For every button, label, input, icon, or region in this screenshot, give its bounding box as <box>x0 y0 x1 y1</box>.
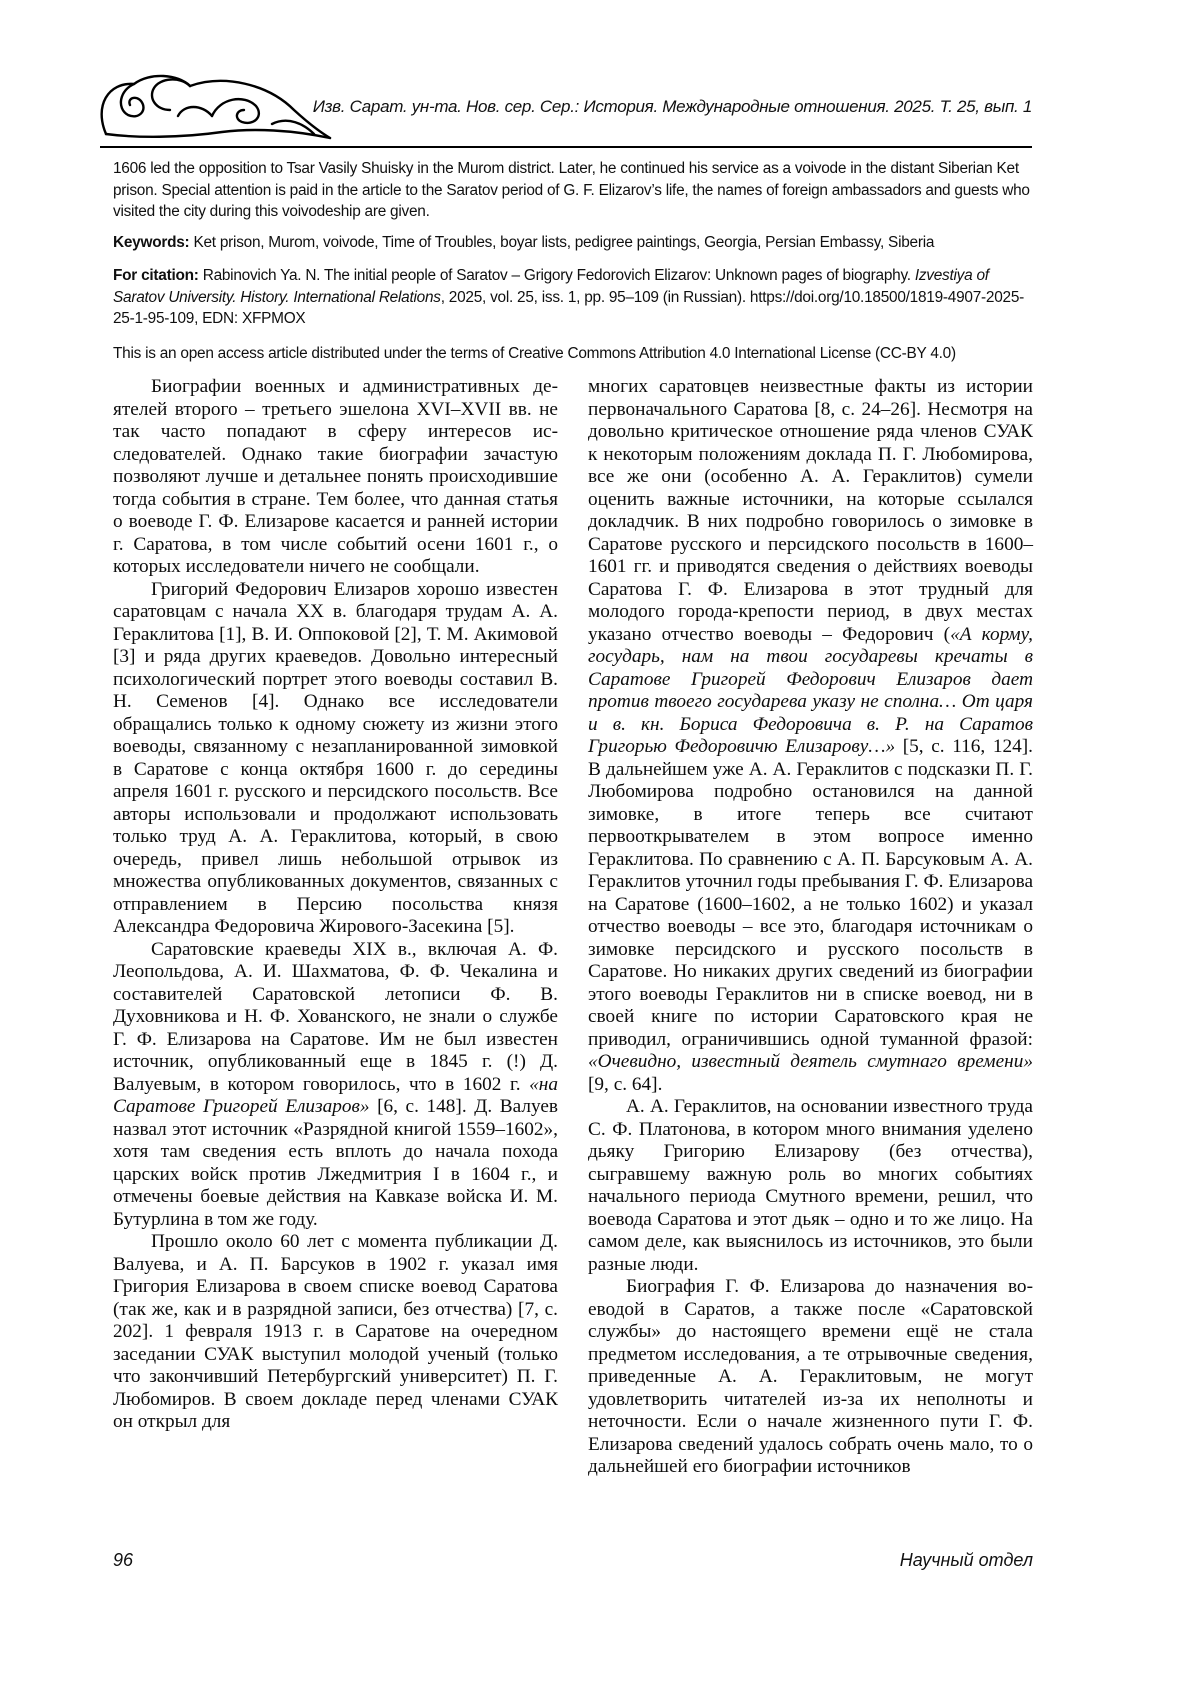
text-run: А. А. Гераклитов, на основании известного труда С. Ф. Платонова, в котором много внимания уделено дьяку Григорию Елизарову (без отчества), сыгравшему важную роль во многих событиях начального периода Смутного времени, решил, что воевода Саратова и этот дьяк – одно и то же лицо. На самом деле, как выяснилось из источников, это были разные люди. <box>588 1096 1033 1275</box>
header-divider <box>100 146 1032 148</box>
citation-label: For citation: <box>113 267 199 284</box>
text-run: Прошло около 60 лет с момента публикации Д. Валуева, и А. П. Барсуков в 1902 г. указал имя Григория Елизарова в своем списке воевод Саратова (так же, как и в разрядной записи, без отчества) [7, с. 202]. 1 февраля 1913 г. в Саратове на очередном заседании СУАК выступил молодой ученый (только что закончивший Петербургский университет) П. Г. Любомиров. В своем докладе перед членами СУАК он открыл для <box>113 1231 558 1432</box>
body-paragraph <box>113 939 558 1232</box>
body-paragraph <box>588 1276 1033 1479</box>
citation-authors-title: Rabinovich Ya. N. The initial people of Saratov – Grigory Fedorovich Elizarov: Unknown pages of biography. <box>198 267 915 284</box>
text-run: «Очевидно, известный деятель смутнаго времени» <box>588 1051 1033 1072</box>
keywords-label: Keywords: <box>113 233 190 251</box>
citation-volume-doi: , 2025, vol. 25, iss. 1, pp. 95–109 (in Russian). https://doi.org/10.18500/1819-4907-2025-25-1-95-109, EDN: XFPMOX <box>113 288 1025 327</box>
citation-line <box>113 265 1033 330</box>
body-paragraph <box>113 376 558 579</box>
text-run: Биографии военных и административных деятелей второго – третьего эшелона XVI–XVII вв. не так часто попадают в сферу интересов исследователей. Однако такие биографии зачастую позволяют лучше и детальнее понять происходившие тогда события в стране. Тем более, что данная статья о воеводе Г. Ф. Елизарове касается и ранней истории г. Саратова, в том числе событий осени 1601 г., о которых исследователи ничего не сообщали. <box>113 376 558 577</box>
body-paragraph <box>113 1231 558 1434</box>
keywords-text: Ket prison, Murom, voivode, Time of Troubles, boyar lists, pedigree paintings, Georgia, Persian Embassy, Siberia <box>189 233 935 251</box>
text-run: многих саратовцев неизвестные факты из истории первоначального Саратова [8, с. 24–26]. Несмотря на довольно критическое отношение ряда членов СУАК к некоторым положениям доклада П. Г. Любомирова, все же они (особенно А. А. Гераклитов) сумели оценить важные источники, на которые ссылался докладчик. В них подробно говорилось о зимовке в Саратове русского и персидского посольств в 1600–1601 гг. и приводятся сведения о действиях воеводы Саратова Г. Ф. Елизарова в этот трудный для молодого города-крепости период, в двух местах указано отчество воеводы – Федорович ( <box>588 376 1033 645</box>
article-body <box>113 376 1033 1479</box>
page-number: 96 <box>113 1550 134 1570</box>
text-run: [6, с. 148]. Д. Валуев назвал этот источник «Разрядной книгой 1559–1602», хотя там сведения есть вплоть до начала похода царских войск против Лжедмитрия I в 1604 г., и отмечены боевые действия на Кавказе войска И. М. Бутурлина в том же году. <box>113 1096 558 1230</box>
text-run: [9, с. 64]. <box>588 1073 663 1095</box>
body-paragraph <box>588 376 1033 1096</box>
license-line: This is an open access article distributed under the terms of Creative Commons Attribution 4.0 International License (CC-BY 4.0) <box>113 344 956 362</box>
text-run: [5, с. 116, 124]. В дальнейшем уже А. А. Гераклитов с подсказки П. Г. Любомирова подробно остановился на данной зимовке, в итоге теперь все считают первооткрывателем в этом вопросе именно Гераклитова. По сравнению с А. П. Барсуковым А. А. Гераклитов уточнил годы пребывания Г. Ф. Елизарова на Саратове (1600–1602, а не только 1602) и указал отчество воеводы – все это, благодаря источникам о зимовке персидского и русского посольств в Саратове. Но никаких других сведений из биографии этого воеводы Гераклитов ни в списке воевод, ни в своей книге по истории Саратовского края не приводил, ограничившись одной туманной фразой: <box>588 736 1033 1050</box>
citation-journal-title: Izvestiya of Saratov University. History. International Relations <box>113 267 989 306</box>
abstract-block <box>113 158 1033 364</box>
text-run: Биография Г. Ф. Елизарова до назначения воеводой в Саратов, а также после «Саратовской службы» до настоящего времени ещё не стала предметом исследования, а те отрывочные сведения, приведенные А. А. Гераклитовым, не могут удовлетворить читателей из-за их неполноты и неточности. Если о начале жизненного пути Г. Ф. Елизарова сведений удалось собрать очень мало, то о дальнейшей его биографии источников <box>588 1276 1033 1477</box>
journal-header-line: Изв. Сарат. ун-та. Нов. сер. Сер.: История. Международные отношения. 2025. Т. 25, вып. 1 <box>312 97 1032 116</box>
left-column <box>113 376 558 1479</box>
text-run: «А корму, государь, нам на твои государевы кречаты в Саратове Григорей Федорович Елизаров дает против твоего государева указу не сполна… От царя и в. кн. Бориса Федоровича в. Р. на Саратов Григорью Федоровичю Елизарову…» <box>588 623 1033 757</box>
text-run: «на Саратове Григорей Елизаров» <box>113 1073 558 1117</box>
footer-section-label: Научный отдел <box>899 1550 1033 1570</box>
keywords-line <box>113 232 1033 254</box>
right-column <box>588 376 1033 1479</box>
abstract-text: 1606 led the opposition to Tsar Vasily Shuisky in the Murom district. Later, he continued his service as a voivode in the distant Siberian Ket prison. Special attention is paid in the article to the Saratov period of G. F. Elizarov’s life, the names of foreign ambassadors and guests who visited the city during this voivodeship are given. <box>113 160 1030 220</box>
text-run: Григорий Федорович Елизаров хорошо известен саратовцам с начала XX в. благодаря трудам А. А. Гераклитова [1], В. И. Оппоковой [2], Т. М. Акимовой [3] и ряда других краеведов. Довольно интересный психологический портрет этого воеводы составил В. Н. Семенов [4]. Однако все исследователи обращались только к одному сюжету из жизни этого воеводы, связанному с незапланированной зимовкой в Саратове с конца октября 1600 г. до середины апреля 1601 г. русского и персидского посольств. Все авторы использовали и продолжают использовать только труд А. А. Гераклитова, который, в свою очередь, привел лишь небольшой отрывок из множества опубликованных документов, связанных с отправлением в Персию посольства князя Александра Федоровича Жирового-Засекина [5]. <box>113 578 558 937</box>
body-paragraph <box>588 1096 1033 1276</box>
page-footer <box>113 1549 1033 1571</box>
body-paragraph <box>113 579 558 939</box>
text-run: Саратовские краеведы XIX в., включая А. Ф. Леопольдова, А. И. Шахматова, Ф. Ф. Чекалина и составителей Саратовской летописи Ф. В. Духовникова и Н. Ф. Хованского, не знали о службе Г. Ф. Елизарова на Саратове. Им не был известен источник, опубликованный еще в 1845 г. (!) Д. Валуевым, в котором говорилось, что в 1602 г. <box>113 938 558 1095</box>
